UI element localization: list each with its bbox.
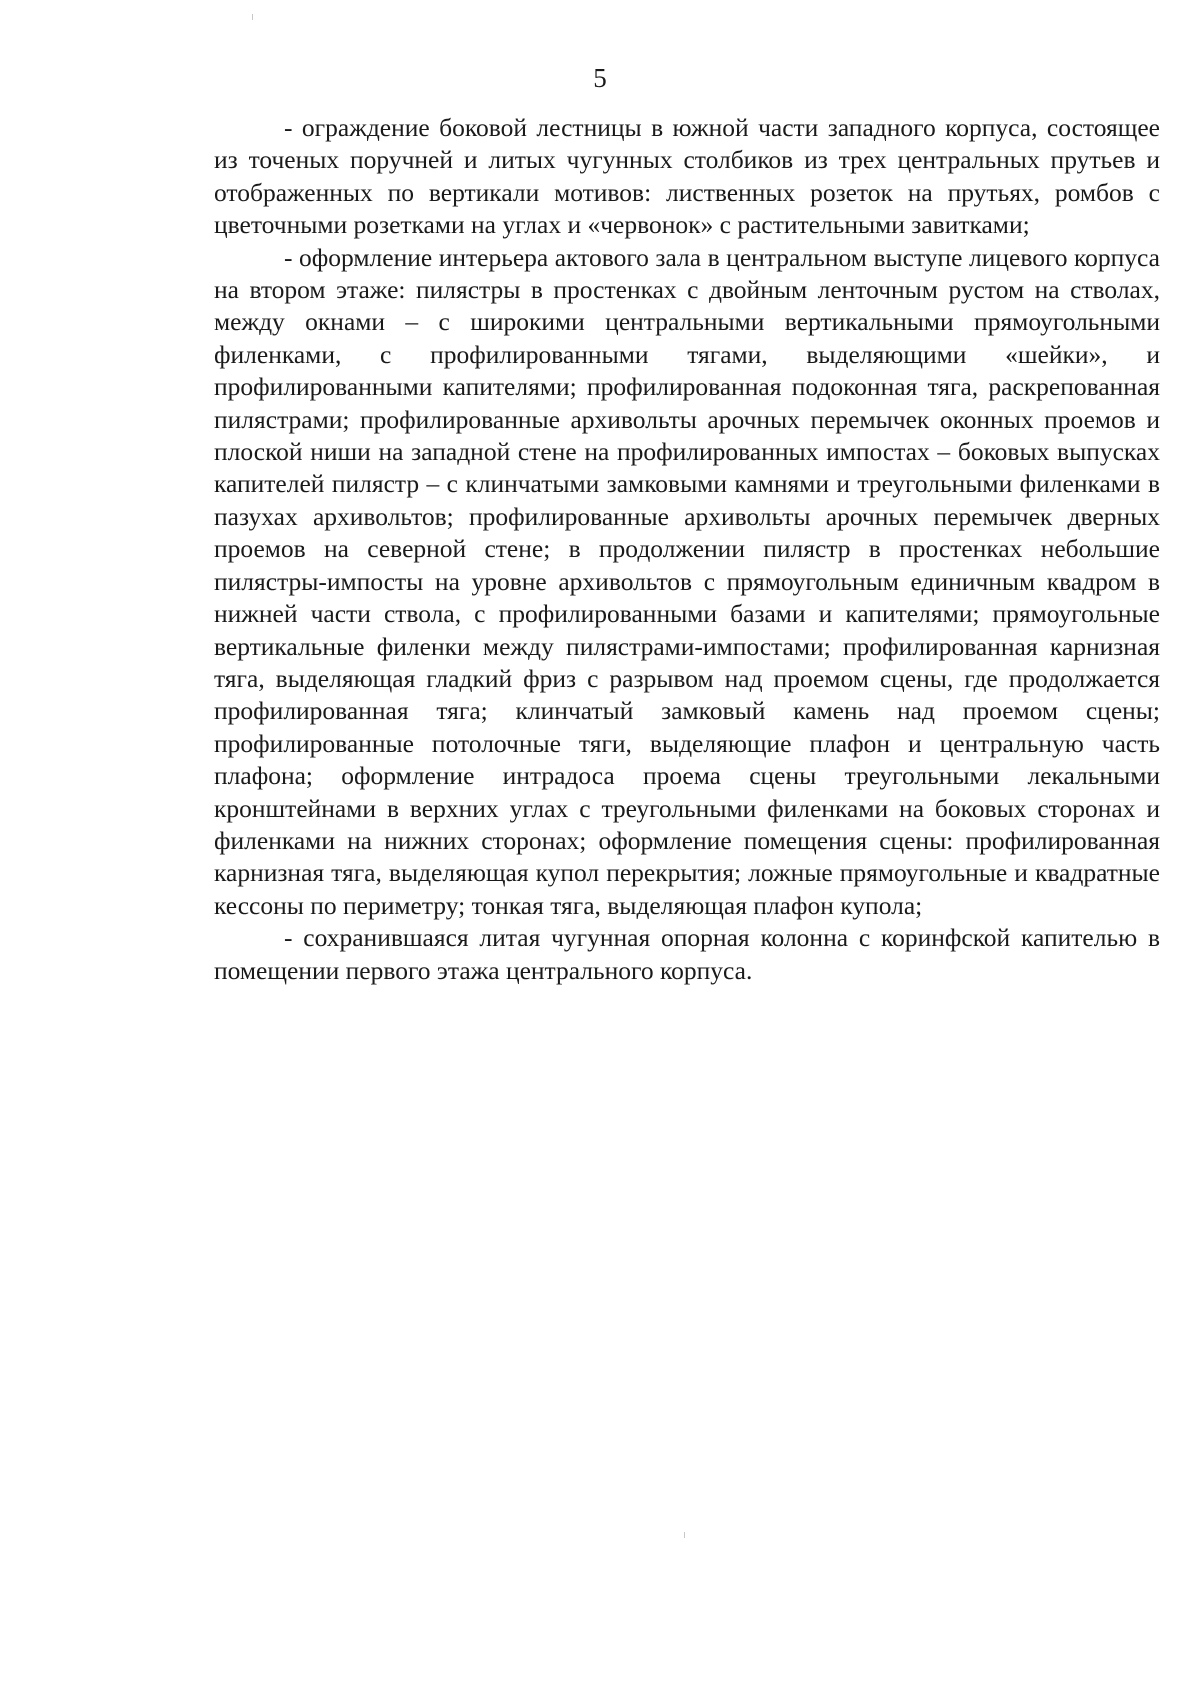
document-body: [214, 112, 1160, 987]
page-number: 5: [593, 63, 607, 93]
scan-artifact-bottom: [684, 1532, 685, 1538]
scan-artifact-top: [252, 14, 253, 20]
paragraph-cast-iron-column: - сохранившаяся литая чугунная опорная колонна с коринфской капителью в помещении первого этажа центрального корпуса.: [214, 923, 1160, 985]
paragraph-assembly-hall-interior: - оформление интерьера актового зала в центральном выступе лицевого корпуса на втором этаже: пилястры в простенках с двойным ленточным рустом на стволах, между окнами – с широкими центральными вертикальными прямоугольными филенками, с профилированными тягами, выделяющими «шейки», и профилированными капителями; профилированная подоконная тяга, раскрепованная пилястрами; профилированные архивольты арочных перемычек оконных проемов и плоской ниши на западной стене на профилированных импостах – боковых выпусках капителей пилястр – с клинчатыми замковыми камнями и треугольными филенками в пазухах архивольтов; профилированные архивольты арочных перемычек дверных проемов на северной стене; в продолжении пилястр в простенках небольшие пилястры-импосты на уровне архивольтов с прямоугольным единичным квадром в нижней части ствола, с профилированными базами и капителями; прямоугольные вертикальные филенки между пилястрами-импостами; профилированная карнизная тяга, выделяющая гладкий фриз с разрывом над проемом сцены, где продолжается профилированная тяга; клинчатый замковый камень над проемом сцены; профилированные потолочные тяги, выделяющие плафон и центральную часть плафона; оформление интрадоса проема сцены треугольными лекальными кронштейнами в верхних углах с треугольными филенками на боковых сторонах и филенками на нижних сторонах; оформление помещения сцены: профилированная карнизная тяга, выделяющая купол перекрытия; ложные прямоугольные и квадратные кессоны по периметру; тонкая тяга, выделяющая плафон купола;: [214, 242, 1160, 920]
paragraph-staircase-railing: - ограждение боковой лестницы в южной части западного корпуса, состоящее из точеных поручней и литых чугунных столбиков из трех центральных прутьев и отображенных по вертикали мотивов: лиственных розеток на прутьях, ромбов с цветочными розетками на углах и «червонок» с растительными завитками;: [214, 113, 1160, 240]
